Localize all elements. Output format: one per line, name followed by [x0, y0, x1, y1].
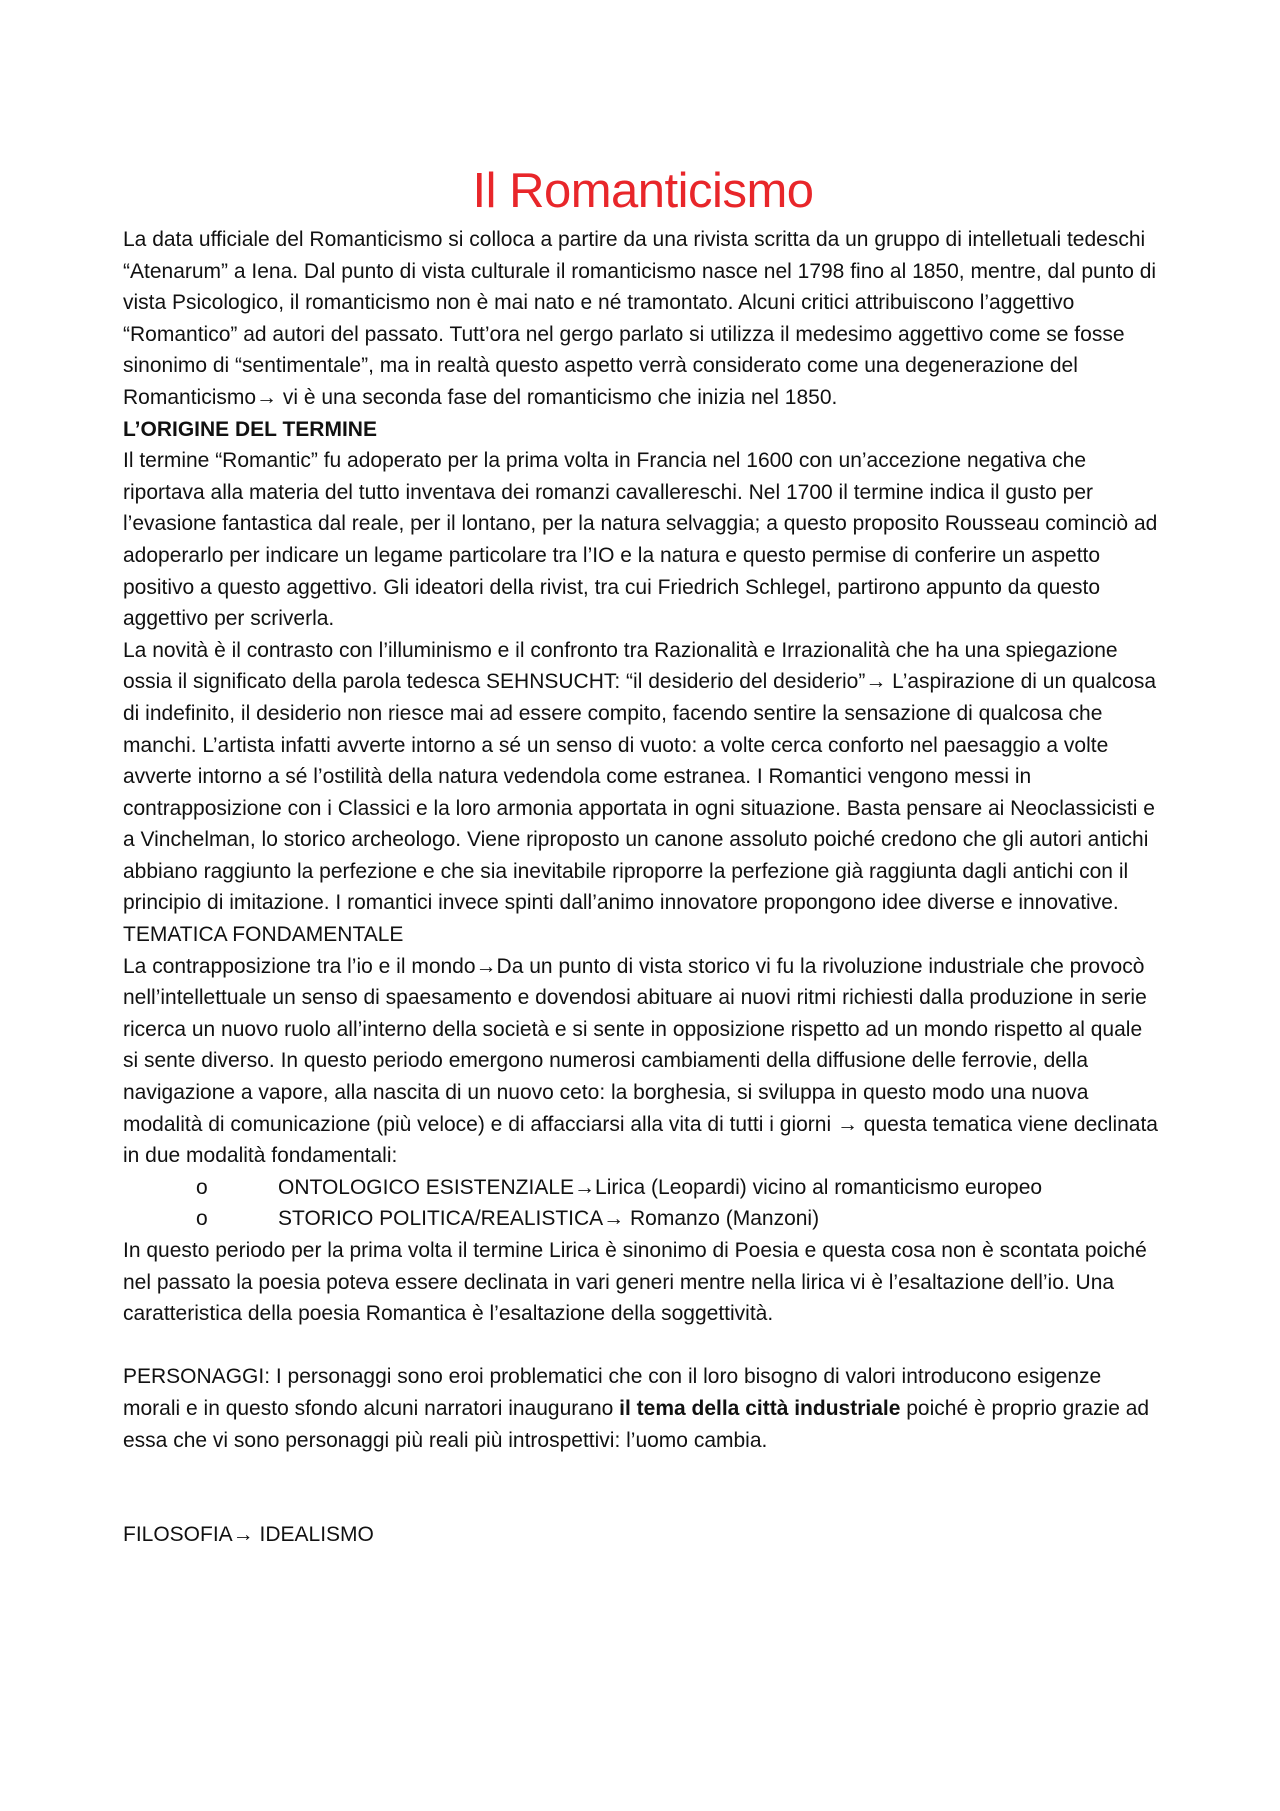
- bullet-text: STORICO POLITICA/REALISTICA→ Romanzo (Manzoni): [278, 1207, 820, 1231]
- bullet-circle-icon: o: [196, 1207, 208, 1231]
- spacer: [123, 1330, 1163, 1362]
- list-item: [123, 1203, 1163, 1235]
- tematica-bullet-list: [123, 1172, 1163, 1235]
- list-item: [123, 1172, 1163, 1204]
- bullet-circle-icon: o: [196, 1175, 208, 1199]
- tematica-paragraph-1: La contrapposizione tra l’io e il mondo→Da un punto di vista storico vi fu la rivoluzione industriale che provocò nell’intellettuale un senso di spaesamento e dovendosi abituare ai nuovi ritmi richiesti dalla produzione in serie ricerca un nuovo ruolo all’interno della società e si sente in opposizione rispetto ad un mondo rispetto al quale si sente diverso. In questo periodo emergono numerosi cambiamenti della diffusione delle ferrovie, della navigazione a vapore, alla nascita di un nuovo ceto: la borghesia, si sviluppa in questo modo una nuova modalità di comunicazione (più veloce) e di affacciarsi alla vita di tutti i giorni → questa tematica viene declinata in due modalità fondamentali:: [123, 954, 1158, 1168]
- personaggi-text-before: PERSONAGGI: I personaggi sono eroi problematici che con il loro bisogno di valori introducono esigenze morali e in questo sfondo alcuni narratori inaugurano: [123, 1365, 1102, 1420]
- spacer: [123, 1456, 1163, 1519]
- document-page: [123, 150, 1163, 1551]
- section-heading-tematica: TEMATICA FONDAMENTALE: [123, 923, 404, 947]
- personaggi-paragraph: [123, 1361, 1163, 1456]
- document-title: Il Romanticismo: [472, 164, 814, 218]
- tematica-paragraph-2: In questo periodo per la prima volta il termine Lirica è sinonimo di Poesia e questa cosa non è scontata poiché nel passato la poesia poteva essere declinata in vari generi mentre nella lirica vi è l’esaltazione dell’io. Una caratteristica della poesia Romantica è l’esaltazione della soggettività.: [123, 1239, 1147, 1326]
- personaggi-text-bold: il tema della città industriale: [619, 1396, 901, 1420]
- intro-paragraph: La data ufficiale del Romanticismo si colloca a partire da una rivista scritta da un gruppo di intelletuali tedeschi “Atenarum” a Iena. Dal punto di vista culturale il romanticismo nasce nel 1798 fino al 1850, mentre, dal punto di vista Psicologico, il romanticismo non è mai nato e né tramontato. Alcuni critici attribuiscono l’aggettivo “Romantico” ad autori del passato. Tutt’ora nel gergo parlato si utilizza il medesimo aggettivo come se fosse sinonimo di “sentimentale”, ma in realtà questo aspetto verrà considerato come una degenerazione del Romanticismo→ vi è una seconda fase del romanticismo che inizia nel 1850.: [123, 228, 1157, 409]
- bullet-text: ONTOLOGICO ESISTENZIALE→Lirica (Leopardi) vicino al romanticismo europeo: [278, 1175, 1043, 1199]
- origine-paragraph-1: Il termine “Romantic” fu adoperato per la prima volta in Francia nel 1600 con un’accezione negativa che riportava alla materia del tutto inventava dei romanzi cavallereschi. Nel 1700 il termine indica il gusto per l’evasione fantastica dal reale, per il lontano, per la natura selvaggia; a questo proposito Rousseau cominciò ad adoperarlo per indicare un legame particolare tra l’IO e la natura e questo permise di conferire un aspetto positivo a questo aggettivo. Gli ideatori della rivist, tra cui Friedrich Schlegel, partirono appunto da questo aggettivo per scriverla.: [123, 449, 1158, 631]
- section-heading-origine: L’ORIGINE DEL TERMINE: [123, 417, 377, 441]
- origine-paragraph-2: La novità è il contrasto con l’illuminismo e il confronto tra Razionalità e Irrazionalità che ha una spiegazione ossia il significato della parola tedesca SEHNSUCHT: “il desiderio del desiderio”→ L’aspirazione di un qualcosa di indefinito, il desiderio non riesce mai ad essere compito, facendo sentire la sensazione di qualcosa che manchi. L’artista infatti avverte intorno a sé un senso di vuoto: a volte cerca conforto nel paesaggio a volte avverte intorno a sé l’ostilità della natura vedendola come estranea. I Romantici vengono messi in contrapposizione con i Classici e la loro armonia apportata in ogni situazione. Basta pensare ai Neoclassicisti e a Vinchelman, lo storico archeologo. Viene riproposto un canone assoluto poiché credono che gli autori antichi abbiano raggiunto la perfezione e che sia inevitabile riproporre la perfezione già raggiunta dagli antichi con il principio di imitazione. I romantici invece spinti dall’animo innovatore propongono idee diverse e innovative.: [123, 638, 1157, 915]
- filosofia-line: FILOSOFIA→ IDEALISMO: [123, 1523, 374, 1547]
- personaggi-text-after: poiché è proprio grazie ad essa che vi sono personaggi più reali più introspettivi: l’uomo cambia.: [123, 1396, 1150, 1452]
